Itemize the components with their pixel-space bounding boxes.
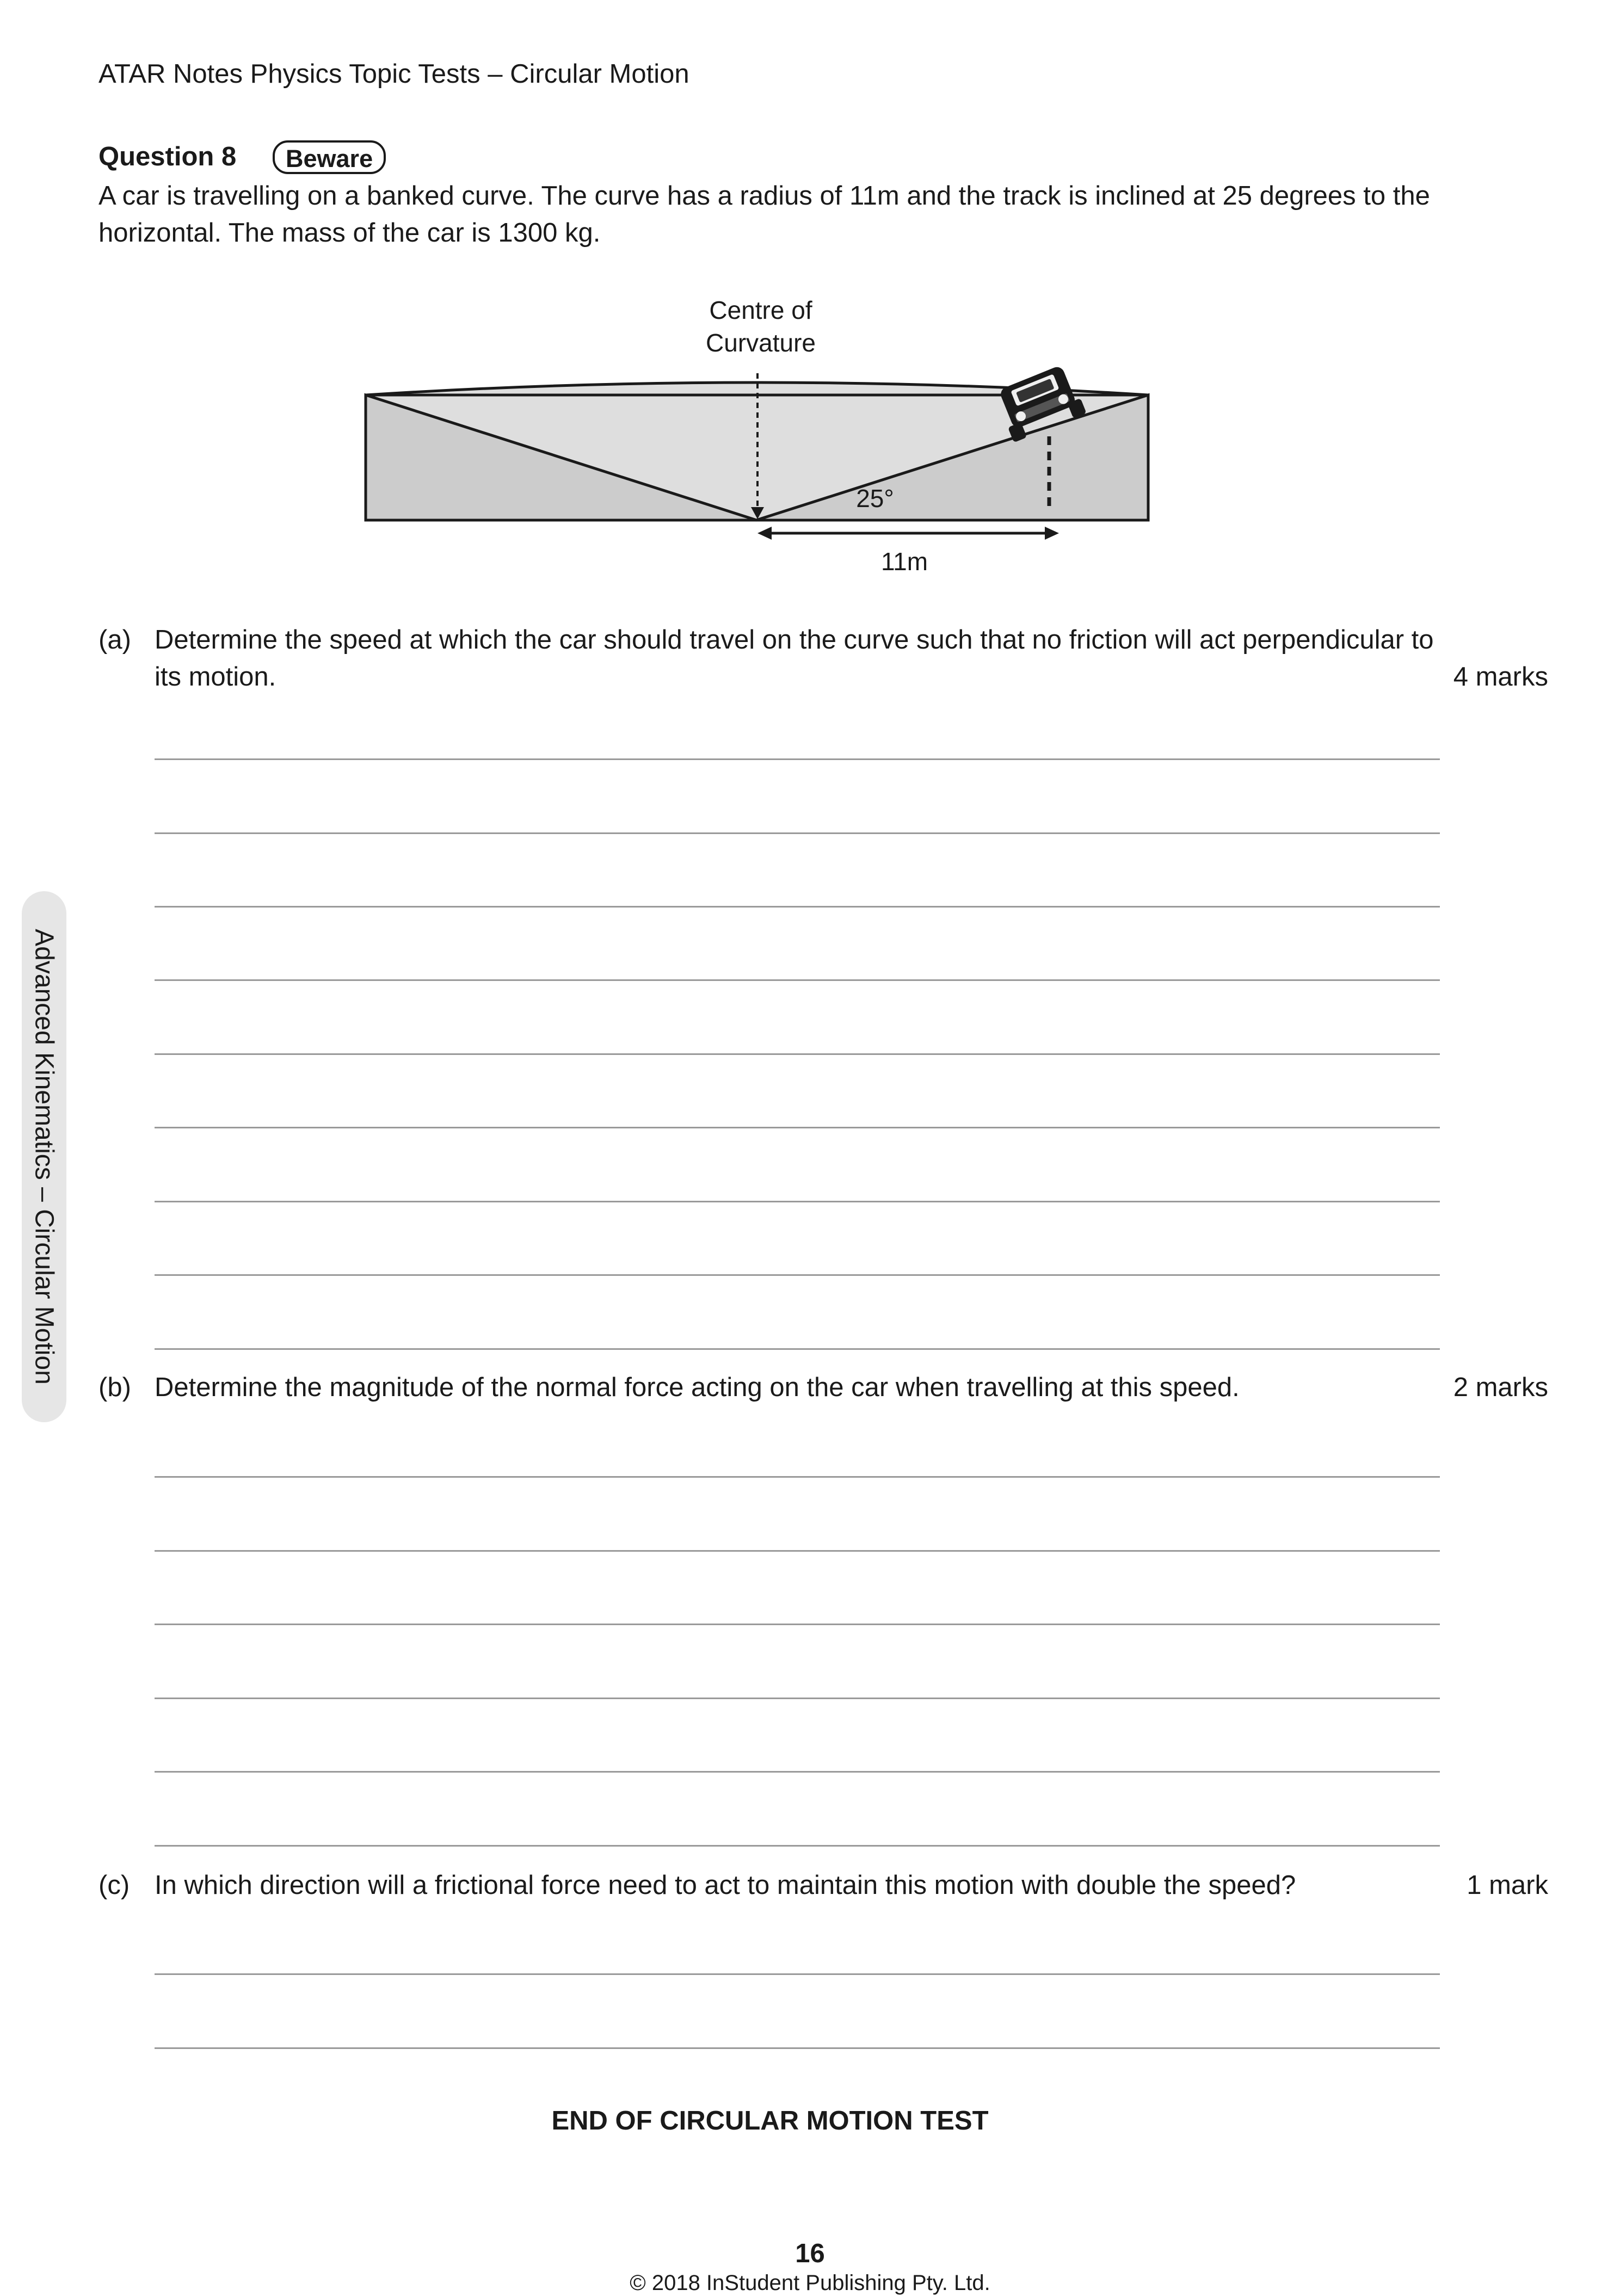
answer-line[interactable] bbox=[155, 979, 1440, 981]
part-b-label: (b) bbox=[98, 1373, 131, 1402]
part-a-label: (a) bbox=[98, 625, 131, 655]
part-a-text: Determine the speed at which the car should travel on the curve such that no friction will act perpendicular to its motion. bbox=[155, 625, 1434, 692]
answer-line[interactable] bbox=[155, 1348, 1440, 1350]
answer-line[interactable] bbox=[155, 758, 1440, 760]
answer-line[interactable] bbox=[155, 1201, 1440, 1202]
answer-line[interactable] bbox=[155, 1624, 1440, 1625]
beware-badge: Beware bbox=[273, 140, 386, 174]
radius-arrow-right bbox=[1045, 527, 1059, 540]
question-title: Question 8 bbox=[98, 142, 237, 171]
part-c-label: (c) bbox=[98, 1871, 130, 1900]
radius-arrow-left bbox=[757, 527, 772, 540]
part-b-text: Determine the magnitude of the normal force acting on the car when travelling at this speed. bbox=[155, 1373, 1240, 1402]
answer-line[interactable] bbox=[155, 1973, 1440, 1975]
answer-line[interactable] bbox=[155, 1127, 1440, 1128]
banked-curve-diagram bbox=[354, 294, 1159, 577]
answer-line[interactable] bbox=[155, 1476, 1440, 1478]
answer-line[interactable] bbox=[155, 1274, 1440, 1276]
answer-line[interactable] bbox=[155, 1845, 1440, 1847]
question-intro: A car is travelling on a banked curve. The curve has a radius of 11m and the track is inclined at 25 degrees to the horizontal. The mass of the car is 1300 kg. bbox=[98, 181, 1430, 248]
answer-line[interactable] bbox=[155, 1771, 1440, 1773]
answer-line[interactable] bbox=[155, 1550, 1440, 1552]
part-c-marks: 1 mark bbox=[1467, 1871, 1548, 1900]
copyright: © 2018 InStudent Publishing Pty. Ltd. bbox=[630, 2271, 990, 2295]
centre-label-line2: Curvature bbox=[706, 329, 816, 357]
radius-label: 11m bbox=[880, 547, 928, 576]
angle-label: 25° bbox=[856, 484, 894, 513]
part-a-marks: 4 marks bbox=[1453, 662, 1548, 692]
part-b-marks: 2 marks bbox=[1453, 1373, 1548, 1402]
page-header: ATAR Notes Physics Topic Tests – Circular Motion bbox=[98, 59, 689, 89]
side-tab-text: Advanced Kinematics – Circular Motion bbox=[29, 929, 59, 1385]
answer-line[interactable] bbox=[155, 1698, 1440, 1699]
answer-line[interactable] bbox=[155, 1053, 1440, 1055]
end-of-test: END OF CIRCULAR MOTION TEST bbox=[551, 2106, 989, 2135]
answer-line[interactable] bbox=[155, 832, 1440, 834]
page-number: 16 bbox=[795, 2239, 825, 2268]
answer-line[interactable] bbox=[155, 2047, 1440, 2049]
part-c-text: In which direction will a frictional force need to act to maintain this motion with double the speed? bbox=[155, 1871, 1296, 1900]
side-tab bbox=[22, 891, 66, 1422]
centre-label-line1: Centre of bbox=[709, 296, 812, 324]
answer-line[interactable] bbox=[155, 906, 1440, 908]
